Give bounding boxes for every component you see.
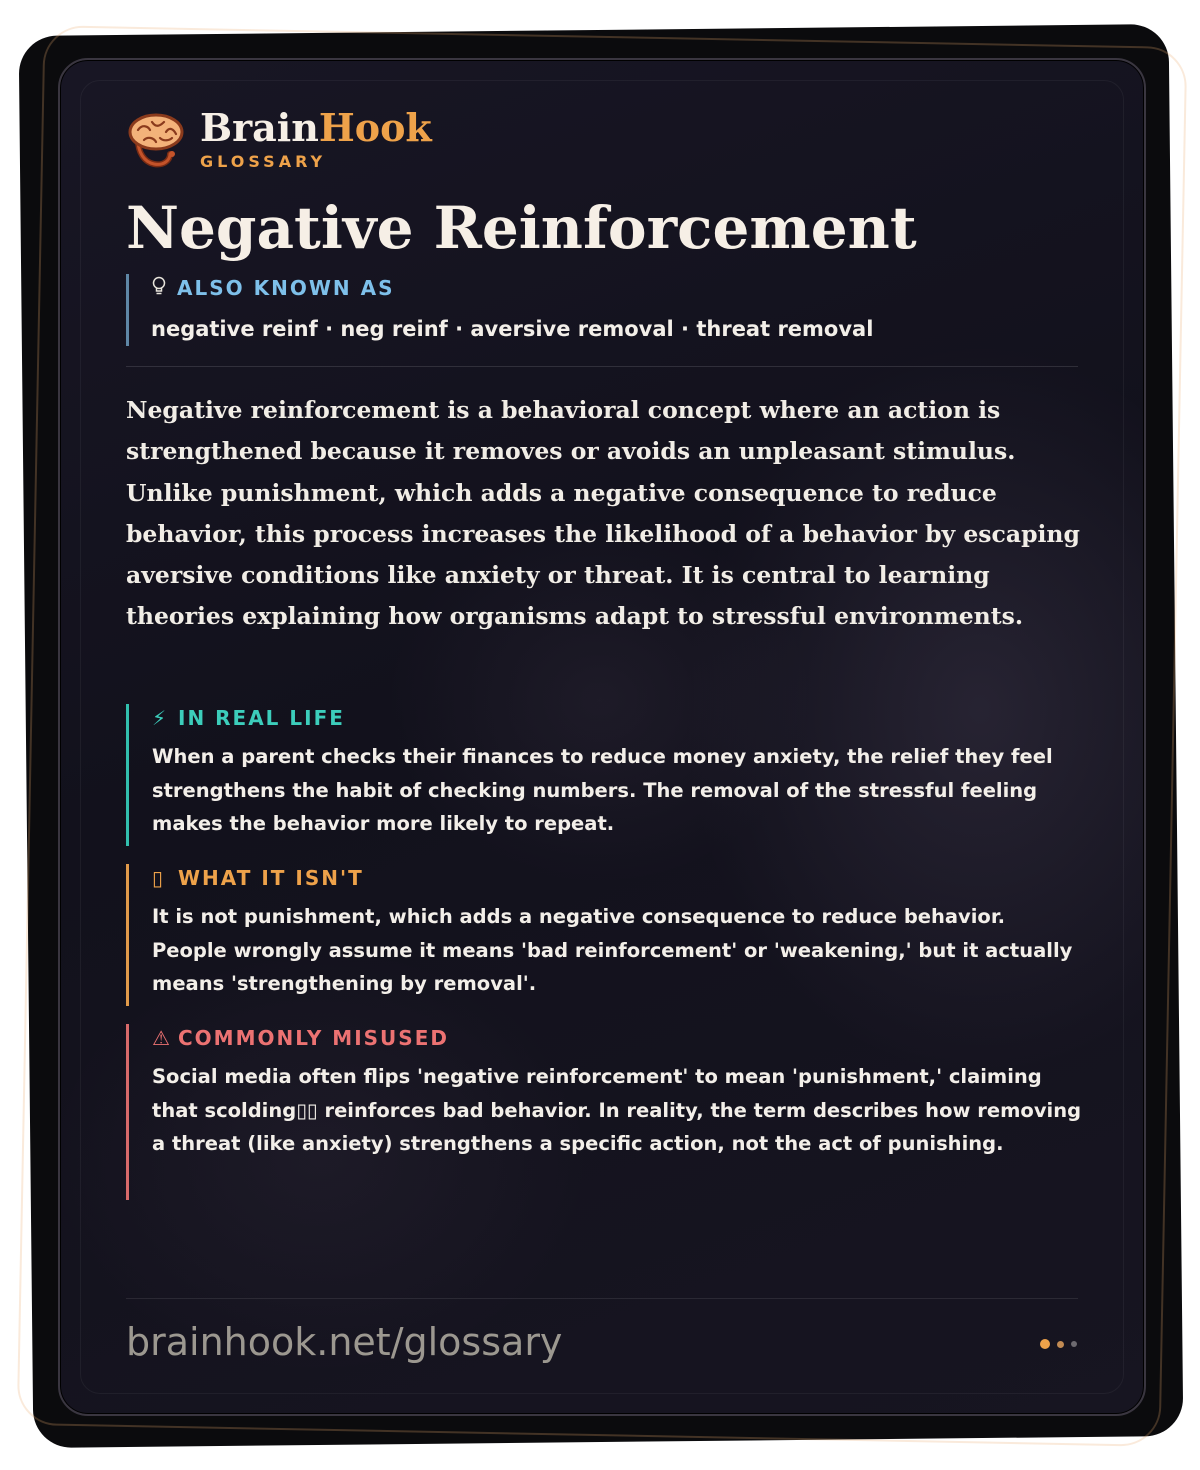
brand-name: BrainHook	[200, 105, 432, 150]
section-text: It is not punishment, which adds a negative consequence to reduce behavior. People wrongly assume it means 'bad reinforcement' or 'weakening,' but it actually means 'strengthening by removal'.	[152, 905, 1073, 995]
lightbulb-icon	[151, 274, 171, 302]
aka-heading: ALSO KNOWN AS	[151, 274, 1066, 302]
glossary-card	[58, 58, 1146, 1416]
brain-hook-icon	[126, 110, 186, 170]
warning-icon: ⚠	[152, 1026, 170, 1050]
section-heading: ▯ WHAT IT ISN'T	[152, 866, 364, 890]
also-known-as	[126, 274, 1066, 346]
lightning-icon: ⚡	[152, 706, 167, 730]
missing-glyph-icon: ▯	[152, 866, 164, 890]
page-dots	[1040, 1339, 1077, 1349]
brand-subtitle: GLOSSARY	[200, 152, 327, 171]
section-text: When a parent checks their finances to reduce money anxiety, the relief they feel strengthens the habit of checking numbers. The removal of the stressful feeling makes the behavior more likely to repeat.	[152, 745, 1053, 835]
definition-text: Negative reinforcement is a behavioral concept where an action is strengthened because it removes or avoids an unpleasant stimulus. Unlike punishment, which adds a negative consequence to reduce behavior, this process increases the likelihood of a behavior by escaping aversive conditions like anxiety or threat. It is central to learning theories explaining how organisms adapt to stressful environments.	[126, 396, 1080, 631]
aka-text: negative reinf · neg reinf · aversive removal · threat removal	[151, 317, 874, 341]
dot	[1057, 1341, 1064, 1348]
dot	[1071, 1341, 1077, 1347]
dot-active	[1040, 1339, 1050, 1349]
divider	[126, 366, 1078, 367]
section-heading: ⚡ IN REAL LIFE	[152, 706, 345, 730]
section-what-it-isnt	[126, 864, 1086, 1006]
section-text: Social media often flips 'negative reinforcement' to mean 'punishment,' claiming that scolding▯▯ reinforces bad behavior. In reality, the term describes how removing a threat (like anxiety) strengthens a specific action, not the act of punishing.	[152, 1065, 1082, 1155]
section-heading: ⚠ COMMONLY MISUSED	[152, 1026, 449, 1050]
footer-url: brainhook.net/glossary	[126, 1320, 563, 1364]
brand	[126, 105, 432, 171]
footer-divider	[126, 1298, 1078, 1299]
term-title: Negative Reinforcement	[126, 194, 917, 262]
section-in-real-life	[126, 704, 1086, 846]
section-commonly-misused	[126, 1024, 1086, 1200]
